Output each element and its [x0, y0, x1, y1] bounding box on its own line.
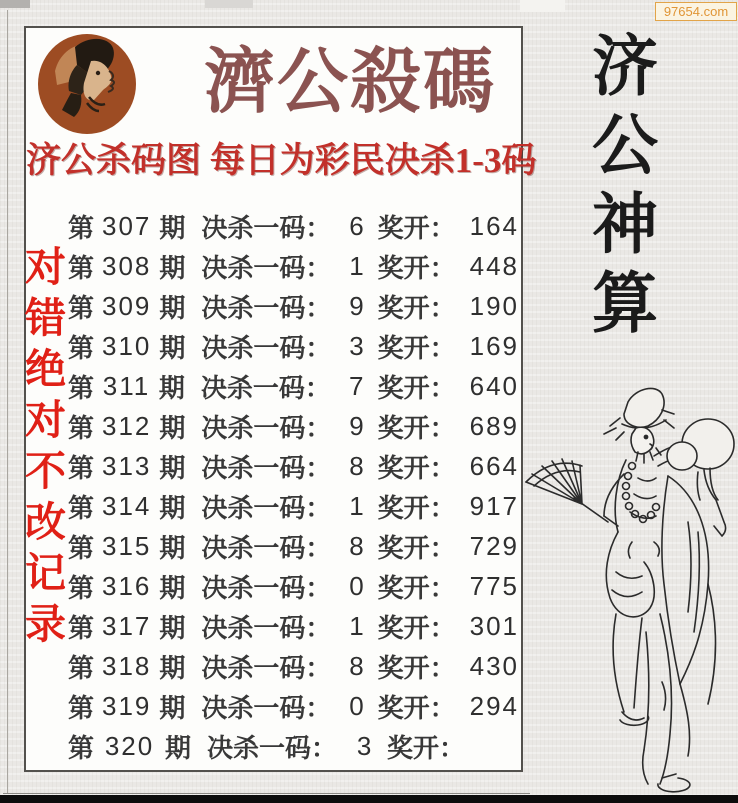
draw-label: 奖开： — [377, 212, 456, 243]
right-banner-char: 算 — [592, 268, 658, 341]
kill-label: 决杀一码： — [201, 452, 332, 483]
issue-suffix: 期 — [165, 732, 192, 763]
issue-number: 307 — [102, 210, 152, 241]
issue-number: 320 — [104, 730, 155, 761]
scan-artifact — [205, 0, 253, 8]
draw-label: 奖开： — [377, 652, 456, 683]
draw-label: 奖开： — [387, 732, 466, 763]
issue-prefix: 第 — [68, 412, 95, 443]
issue-prefix: 第 — [68, 492, 95, 523]
issue-suffix: 期 — [159, 612, 186, 643]
draw-label: 奖开： — [377, 692, 456, 723]
draw-label: 奖开： — [377, 332, 456, 363]
draw-result: 294 — [469, 690, 519, 721]
issue-suffix: 期 — [159, 692, 186, 723]
left-banner-char: 绝 — [25, 346, 66, 392]
kill-label: 决杀一码： — [201, 692, 332, 723]
record-row — [24, 206, 519, 246]
right-vertical-title — [577, 28, 673, 344]
draw-label: 奖开： — [377, 532, 456, 563]
kill-digit: 8 — [349, 650, 364, 681]
kill-label: 决杀一码： — [201, 492, 332, 523]
issue-suffix: 期 — [159, 452, 186, 483]
issue-suffix: 期 — [159, 572, 186, 603]
kill-digit: 7 — [349, 370, 364, 401]
left-banner-char: 录 — [25, 601, 66, 647]
draw-result: 169 — [469, 330, 519, 361]
issue-suffix: 期 — [159, 412, 186, 443]
record-row — [24, 606, 519, 646]
issue-prefix: 第 — [68, 212, 95, 243]
kill-digit: 1 — [349, 610, 364, 641]
record-row — [24, 246, 519, 286]
issue-prefix: 第 — [68, 532, 95, 563]
draw-result: 664 — [469, 450, 519, 481]
kill-label: 决杀一码： — [201, 612, 332, 643]
issue-number: 315 — [102, 530, 152, 561]
left-banner-char: 对 — [25, 397, 66, 443]
draw-result: 729 — [469, 530, 519, 561]
right-banner-char: 公 — [592, 110, 658, 183]
issue-suffix: 期 — [159, 252, 186, 283]
issue-number: 308 — [102, 250, 152, 281]
issue-suffix: 期 — [159, 292, 186, 323]
issue-number: 319 — [102, 690, 152, 721]
kill-label: 决杀一码： — [201, 412, 332, 443]
draw-label: 奖开： — [377, 252, 456, 283]
page-frame-line — [3, 793, 530, 794]
issue-prefix: 第 — [68, 252, 95, 283]
draw-label: 奖开： — [377, 572, 456, 603]
left-banner-char: 错 — [25, 295, 66, 341]
record-row — [24, 566, 519, 606]
issue-number: 314 — [102, 490, 152, 521]
issue-suffix: 期 — [159, 492, 186, 523]
draw-result: 190 — [469, 290, 519, 321]
issue-number: 317 — [102, 610, 152, 641]
record-row — [24, 486, 519, 526]
scan-artifact — [520, 0, 565, 12]
kill-digit: 1 — [349, 490, 364, 521]
issue-prefix: 第 — [68, 652, 95, 683]
issue-prefix: 第 — [68, 612, 95, 643]
draw-result: 640 — [469, 370, 519, 401]
kill-label: 决杀一码： — [200, 372, 331, 403]
right-banner-char: 济 — [592, 31, 658, 104]
kill-digit: 3 — [349, 330, 364, 361]
left-banner-char: 不 — [25, 448, 66, 494]
panel-title: 濟公殺碼 — [203, 44, 496, 122]
draw-result: 430 — [469, 650, 519, 681]
site-url-badge[interactable]: 97654.com — [655, 2, 737, 21]
issue-prefix: 第 — [68, 372, 95, 403]
draw-result: 301 — [469, 610, 519, 641]
kill-digit: 6 — [349, 210, 364, 241]
kill-digit: 8 — [349, 450, 364, 481]
record-row — [24, 526, 519, 566]
kill-digit: 9 — [349, 410, 364, 441]
kill-digit: 9 — [349, 290, 364, 321]
issue-prefix: 第 — [68, 292, 95, 323]
draw-result: 917 — [469, 490, 519, 521]
left-vertical-slogan — [25, 242, 65, 650]
record-row — [24, 446, 519, 486]
kill-digit: 1 — [349, 250, 364, 281]
draw-result: 775 — [469, 570, 519, 601]
kill-digit: 0 — [349, 570, 364, 601]
bottom-black-bar — [0, 795, 738, 803]
draw-result: 164 — [469, 210, 519, 241]
draw-label: 奖开： — [377, 372, 456, 403]
draw-label: 奖开： — [377, 492, 456, 523]
record-row — [24, 646, 519, 686]
issue-number: 309 — [102, 290, 152, 321]
issue-number: 311 — [102, 370, 151, 401]
issue-suffix: 期 — [159, 332, 186, 363]
draw-result: 689 — [469, 410, 519, 441]
left-banner-char: 改 — [25, 499, 66, 545]
kill-digit: 3 — [356, 730, 372, 761]
record-row — [24, 686, 519, 726]
issue-suffix: 期 — [159, 212, 186, 243]
issue-prefix: 第 — [68, 572, 95, 603]
issue-suffix: 期 — [159, 652, 186, 683]
jigong-monk-illustration-icon — [512, 382, 738, 794]
kill-label: 决杀一码： — [201, 292, 332, 323]
record-row — [24, 286, 519, 326]
kill-label: 决杀一码： — [201, 532, 332, 563]
kill-label: 决杀一码： — [207, 732, 338, 763]
record-row — [24, 366, 519, 406]
draw-label: 奖开： — [377, 292, 456, 323]
kill-digit: 0 — [349, 690, 364, 721]
draw-label: 奖开： — [377, 452, 456, 483]
left-banner-char: 记 — [25, 550, 66, 596]
record-row — [24, 726, 519, 766]
records-table — [24, 206, 519, 766]
draw-label: 奖开： — [377, 612, 456, 643]
right-banner-char: 神 — [592, 189, 658, 262]
kill-label: 决杀一码： — [201, 252, 332, 283]
kill-label: 决杀一码： — [201, 652, 332, 683]
issue-prefix: 第 — [68, 332, 95, 363]
draw-result: 448 — [469, 250, 519, 281]
scan-artifact — [0, 0, 30, 8]
issue-suffix: 期 — [158, 372, 185, 403]
kill-label: 决杀一码： — [201, 332, 332, 363]
issue-number: 310 — [102, 330, 152, 361]
page-frame-line — [7, 10, 8, 794]
kill-label: 决杀一码： — [201, 572, 332, 603]
jigong-head-logo-icon — [37, 33, 137, 135]
issue-suffix: 期 — [159, 532, 186, 563]
issue-number: 316 — [102, 570, 152, 601]
issue-prefix: 第 — [68, 692, 95, 723]
issue-prefix: 第 — [68, 452, 95, 483]
issue-number: 313 — [102, 450, 152, 481]
left-banner-char: 对 — [25, 244, 66, 290]
issue-number: 318 — [102, 650, 152, 681]
record-row — [24, 406, 519, 446]
issue-prefix: 第 — [68, 732, 95, 763]
kill-label: 决杀一码： — [201, 212, 332, 243]
record-row — [24, 326, 519, 366]
draw-label: 奖开： — [377, 412, 456, 443]
kill-digit: 8 — [349, 530, 364, 561]
panel-subtitle: 济公杀码图 每日为彩民决杀1-3码 — [26, 141, 537, 180]
issue-number: 312 — [102, 410, 152, 441]
